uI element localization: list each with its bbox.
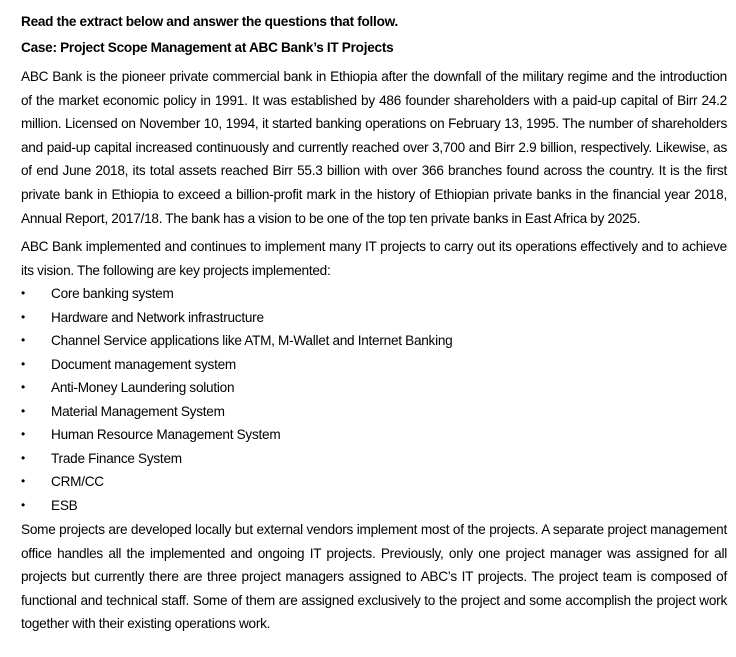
list-item (21, 376, 727, 400)
list-item-label: Anti-Money Laundering solution (51, 380, 235, 396)
list-item-label: ESB (51, 497, 78, 513)
bullet-icon: • (21, 333, 25, 348)
bullet-icon: • (21, 450, 25, 465)
list-item (21, 329, 727, 353)
bullet-icon: • (21, 427, 25, 442)
paragraph-it-projects-intro: ABC Bank implemented and continues to implement many IT projects to carry out its operations effectively and to achieve its vision. The following are key projects implemented: (21, 239, 727, 278)
list-item-label: Hardware and Network infrastructure (51, 309, 264, 325)
bullet-icon: • (21, 286, 25, 301)
bullet-icon: • (21, 309, 25, 324)
bullet-icon: • (21, 356, 25, 371)
list-item (21, 400, 727, 424)
instruction-heading: Read the extract below and answer the questions that follow. (21, 14, 398, 29)
list-item (21, 423, 727, 447)
paragraph-project-management: Some projects are developed locally but external vendors implement most of the projects. A separate project management office handles all the implemented and ongoing IT projects. Previously, only one project manager was assigned for all projects but currently there are three project managers assigned to ABC’s IT projects. The project team is composed of functional and technical staff. Some of them are assigned exclusively to the project and some accomplish the project work together with their existing operations work. (21, 522, 727, 632)
list-item-label: Document management system (51, 356, 237, 372)
bullet-icon: • (21, 497, 25, 512)
project-list (21, 282, 727, 517)
list-item-label: CRM/CC (51, 474, 104, 490)
list-item-label: Material Management System (51, 403, 225, 419)
document-body (21, 12, 727, 636)
list-item (21, 282, 727, 306)
list-item (21, 353, 727, 377)
list-item (21, 306, 727, 330)
list-item (21, 494, 727, 518)
list-item (21, 447, 727, 471)
bullet-icon: • (21, 380, 25, 395)
list-item-label: Channel Service applications like ATM, M-Wallet and Internet Banking (51, 333, 453, 349)
case-title: Case: Project Scope Management at ABC Bank’s IT Projects (21, 40, 394, 55)
bullet-icon: • (21, 403, 25, 418)
list-item (21, 470, 727, 494)
paragraph-bank-history: ABC Bank is the pioneer private commercial bank in Ethiopia after the downfall of the military regime and the introduction of the market economic policy in 1991. It was established by 486 founder shareholders with a paid-up capital of Birr 24.2 million. Licensed on November 10, 1994, it started banking operations on February 13, 1995. The number of shareholders and paid-up capital increased continuously and currently reached over 3,700 and Birr 2.9 billion, respectively. Likewise, as of end June 2018, its total assets reached Birr 55.3 billion with over 366 branches found across the country. It is the first private bank in Ethiopia to exceed a billion-profit mark in the history of Ethiopian private banks in the financial year 2018, Annual Report, 2017/18. The bank has a vision to be one of the top ten private banks in East Africa by 2025. (21, 69, 727, 226)
list-item-label: Trade Finance System (51, 450, 182, 466)
list-item-label: Human Resource Management System (51, 427, 281, 443)
list-item-label: Core banking system (51, 286, 174, 302)
bullet-icon: • (21, 474, 25, 489)
